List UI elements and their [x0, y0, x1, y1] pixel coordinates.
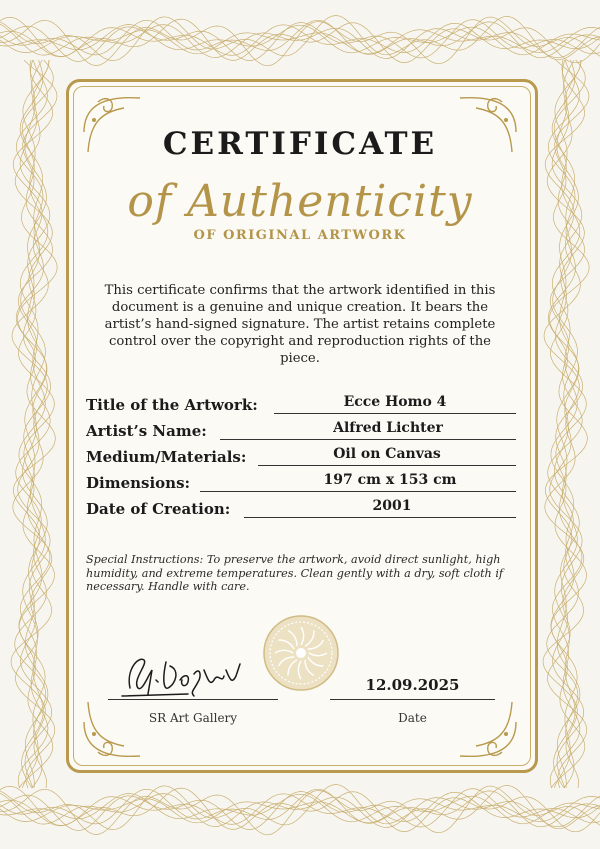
field-underline: [274, 413, 516, 414]
field-value: Alfred Lichter: [333, 420, 443, 436]
field-underline: [220, 439, 516, 440]
field-medium: [86, 444, 516, 468]
corner-flourish-icon: [450, 692, 520, 762]
special-instructions: Special Instructions: To preserve the artwork, avoid direct sunlight, high humidity, and extreme temperatures. Clean gently with a dry, soft cloth if necessary. Handle with care.: [86, 553, 504, 593]
field-dimensions: [86, 470, 516, 494]
field-title-of-artwork: [86, 392, 516, 416]
date-caption: Date: [398, 711, 427, 725]
field-underline: [258, 465, 516, 466]
field-value: Oil on Canvas: [333, 446, 441, 462]
date-line: [330, 699, 495, 700]
corner-flourish-icon: [80, 692, 150, 762]
field-value: 2001: [372, 498, 412, 514]
certificate-tagline: OF ORIGINAL ARTWORK: [193, 228, 407, 243]
field-artist-name: [86, 418, 516, 442]
field-label: Title of the Artwork:: [86, 396, 258, 414]
date-value: 12.09.2025: [365, 676, 460, 694]
field-label: Date of Creation:: [86, 500, 231, 518]
signature-line: [108, 699, 278, 700]
certificate-title: CERTIFICATE: [162, 126, 438, 162]
intro-paragraph: This certificate confirms that the artwork identified in this document is a genuine and unique creation. It bears the artist’s hand-signed signature. The artist retains complete control over the copyright and reproduction rights of the piece.: [104, 283, 496, 366]
field-date-of-creation: [86, 496, 516, 520]
gold-seal-icon: [262, 614, 340, 692]
field-underline: [200, 491, 516, 492]
certificate-subtitle: of Authenticity: [127, 176, 473, 227]
field-label: Dimensions:: [86, 474, 191, 492]
artist-signature: [118, 640, 268, 702]
field-label: Medium/Materials:: [86, 448, 247, 466]
field-value: Ecce Homo 4: [343, 394, 447, 410]
field-underline: [244, 517, 516, 518]
field-label: Artist’s Name:: [86, 422, 207, 440]
signature-caption: SR Art Gallery: [148, 711, 238, 725]
field-value: 197 cm x 153 cm: [323, 472, 457, 488]
